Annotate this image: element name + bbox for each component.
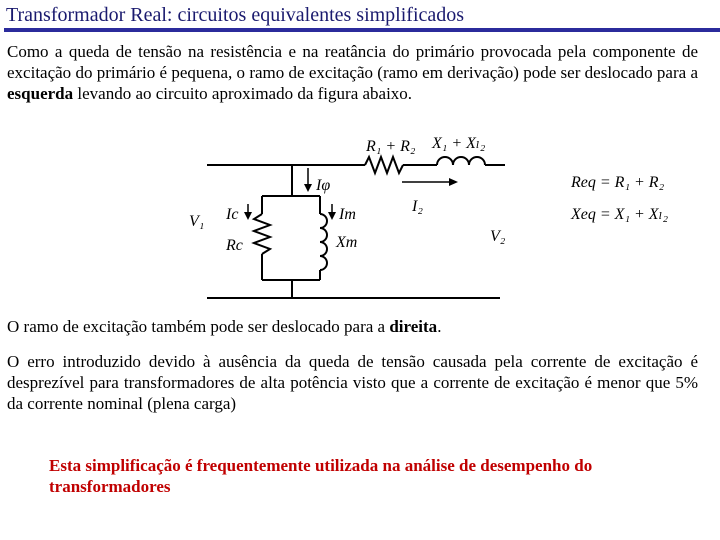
iphi-arrowhead bbox=[304, 184, 312, 192]
xeq-equation: Xeq = X₁ + Xₗ₂ bbox=[571, 206, 669, 223]
rc-label: Rc bbox=[226, 237, 243, 254]
paragraph-intro-emphasis: esquerda bbox=[7, 84, 74, 103]
highlight-note: Esta simplificação é frequentemente utilizada na análise de desempenho do transformadores bbox=[49, 456, 593, 496]
ic-label: Ic bbox=[226, 206, 239, 223]
paragraph-right-shift-end: . bbox=[437, 317, 442, 336]
paragraph-intro-text-end: levando ao circuito aproximado da figura abaixo. bbox=[73, 84, 413, 103]
v2-label: V₂ bbox=[490, 228, 506, 245]
iphi-label: Iφ bbox=[316, 177, 331, 194]
paragraph-right-shift-emphasis: direita bbox=[389, 317, 438, 336]
paragraph-right-shift-text: O ramo de excitação também pode ser deslocado para a bbox=[7, 317, 390, 336]
series-r-label: R₁ + R₂ bbox=[366, 138, 416, 155]
req-equation: Req = R₁ + R₂ bbox=[571, 174, 665, 191]
rc-resistor bbox=[254, 214, 270, 254]
xm-inductor bbox=[320, 214, 327, 270]
paragraph-error: O erro introduzido devido à ausência da queda de tensão causada pela corrente de excitação é desprezível para transformadores de alta potência visto que a corrente de excitação é menor que 5% da corrente nominal (plena carga) bbox=[7, 352, 698, 413]
paragraph-right-shift bbox=[7, 316, 698, 337]
v1-label: V₁ bbox=[189, 213, 205, 230]
ic-arrowhead bbox=[244, 212, 252, 220]
i2-arrowhead bbox=[449, 178, 458, 186]
i2-label: I₂ bbox=[412, 198, 423, 215]
paragraph-intro-text: Como a queda de tensão na resistência e na reatância do primário provocada pela componente de excitação do primário é pequena, o ramo de excitação (ramo em derivação) pode ser deslocado para a bbox=[7, 42, 698, 82]
im-arrowhead bbox=[328, 212, 336, 220]
im-label: Im bbox=[339, 206, 356, 223]
xm-label: Xm bbox=[336, 234, 358, 251]
page-title: Transformador Real: circuitos equivalentes simplificados bbox=[6, 4, 465, 26]
series-x-label: X₁ + Xₗ₂ bbox=[432, 135, 486, 152]
series-inductor bbox=[437, 157, 485, 165]
series-resistor bbox=[365, 157, 403, 173]
